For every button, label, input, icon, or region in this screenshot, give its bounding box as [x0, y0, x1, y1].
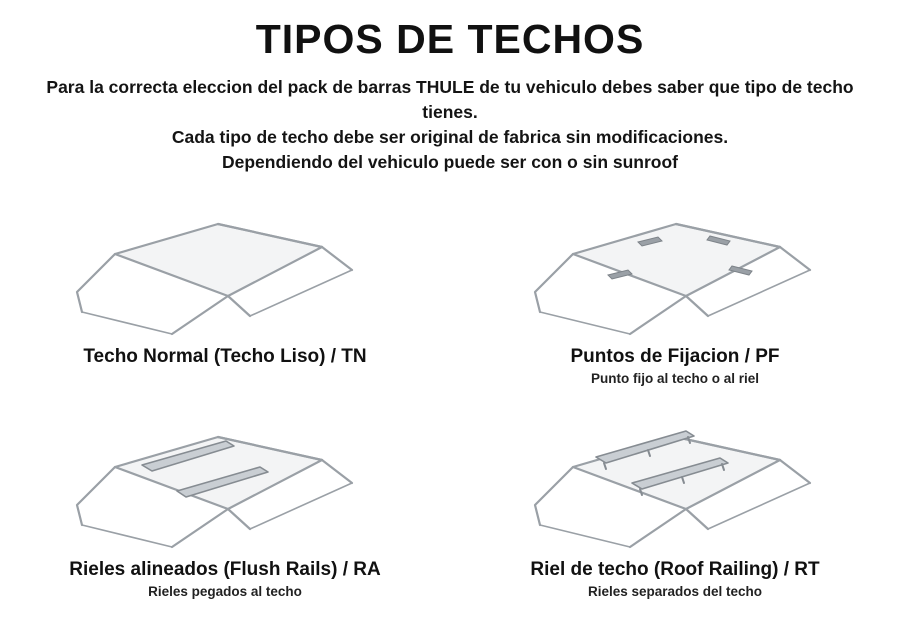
tipos-de-techos-infographic [0, 18, 900, 618]
intro-line-3: Dependiendo del vehiculo puede ser con o sin sunroof [221, 151, 679, 172]
roof-type-caption-ra: Rieles alineados (Flush Rails) / RA [69, 559, 381, 581]
page-title: TIPOS DE TECHOS [255, 16, 645, 62]
roof-type-subcaption-rt: Rieles separados del techo [587, 584, 763, 600]
roof-type-caption-rt: Riel de techo (Roof Railing) / RT [530, 559, 820, 581]
roof-normal-icon [22, 192, 422, 342]
roof-types-grid [0, 186, 900, 604]
roof-fixpoint-icon [480, 192, 880, 342]
intro-line-1: Para la correcta eleccion del pack de barras THULE de tu vehiculo debes saber que tipo de techo tienes. [46, 77, 854, 122]
intro-text [0, 75, 900, 174]
roof-type-card-rt [450, 395, 900, 604]
roof-type-card-pf [450, 186, 900, 395]
roof-railing-icon [480, 405, 880, 555]
roof-type-card-tn [0, 186, 450, 395]
roof-type-caption-tn: Techo Normal (Techo Liso) / TN [83, 346, 367, 368]
roof-flush-rails-icon [22, 405, 422, 555]
roof-type-card-ra [0, 395, 450, 604]
roof-type-subcaption-ra: Rieles pegados al techo [148, 584, 302, 600]
roof-type-caption-pf: Puntos de Fijacion / PF [570, 346, 780, 368]
intro-line-2: Cada tipo de techo debe ser original de fabrica sin modificaciones. [171, 126, 729, 147]
roof-type-subcaption-pf: Punto fijo al techo o al riel [590, 371, 760, 387]
